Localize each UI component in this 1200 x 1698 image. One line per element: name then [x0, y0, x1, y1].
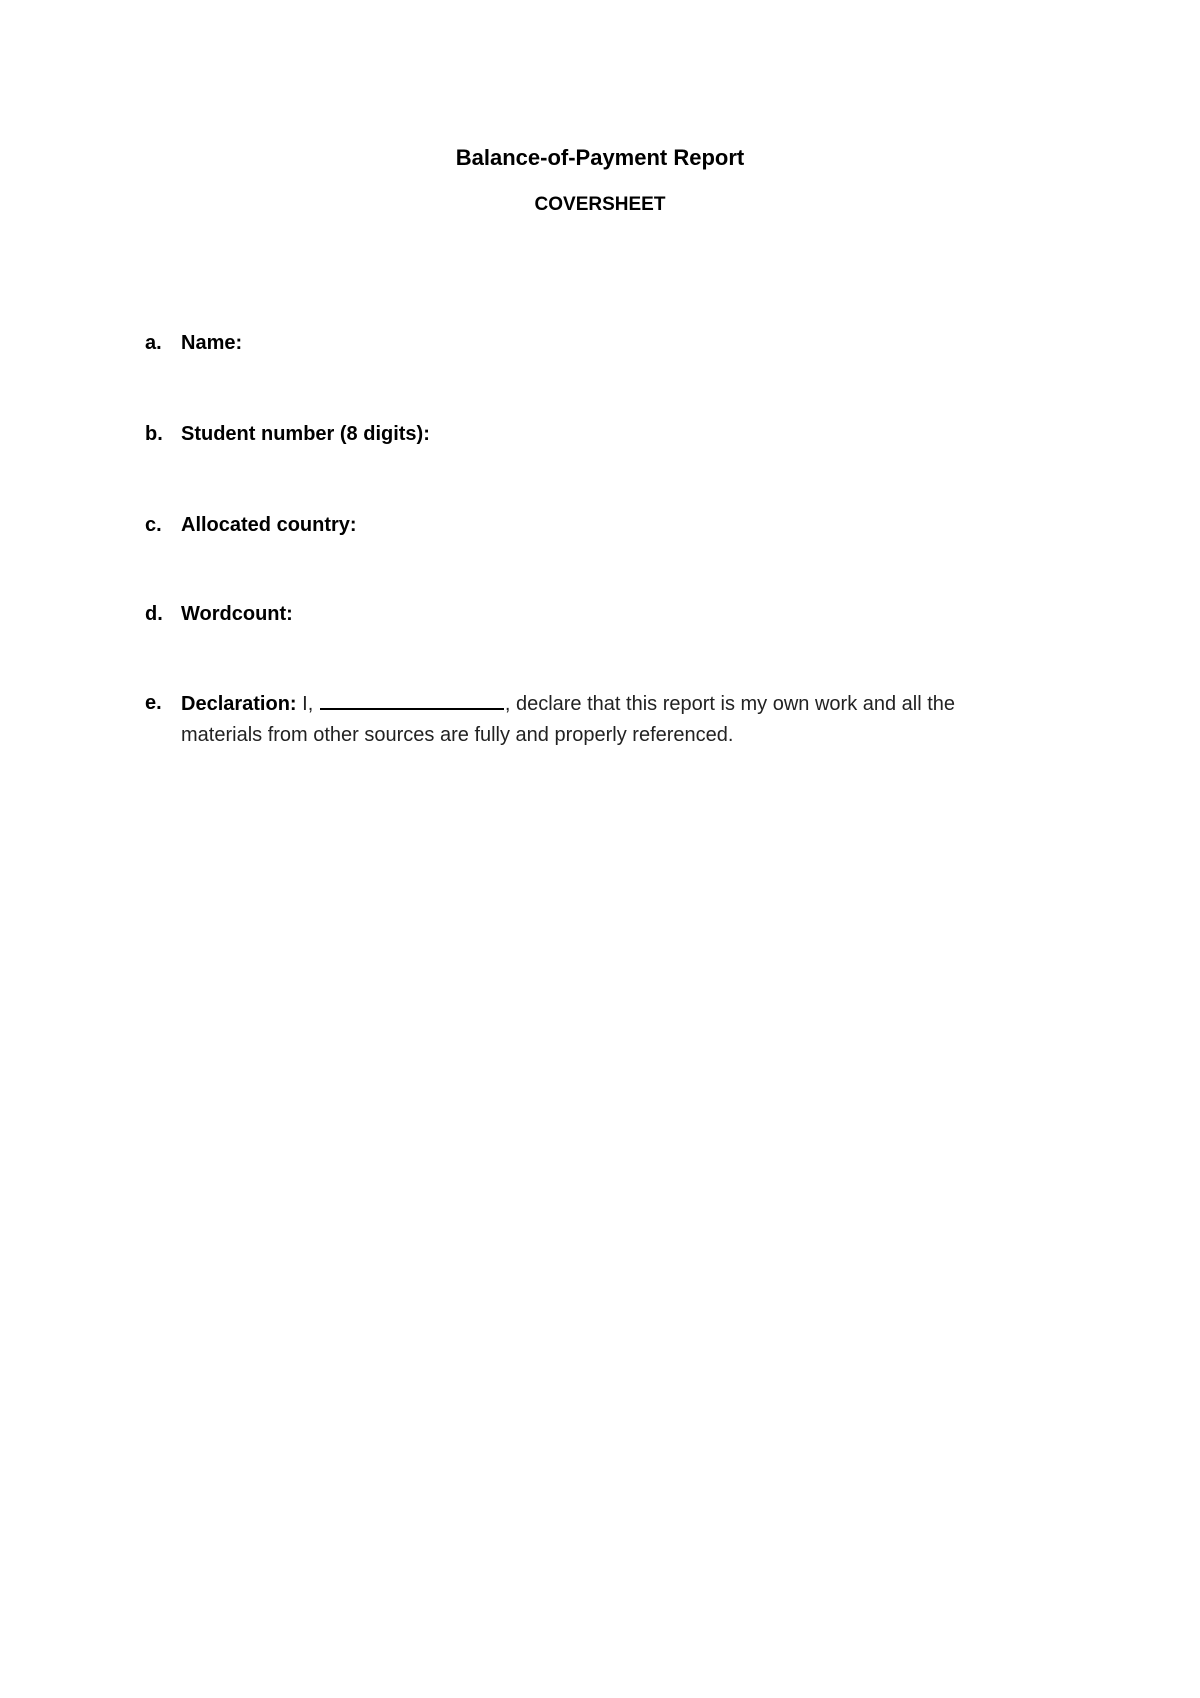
field-label: Wordcount: — [181, 603, 293, 625]
document-subtitle: COVERSHEET — [534, 194, 666, 215]
name-blank-line — [320, 688, 504, 710]
declaration-text-before: I, — [302, 693, 314, 715]
document-title: Balance-of-Payment Report — [455, 145, 745, 170]
field-label: Name: — [181, 332, 243, 354]
declaration-text-after: , declare that this report is my own work and all the materials from other sources are fully and properly referenced. — [181, 693, 956, 746]
field-marker: d. — [145, 603, 163, 625]
field-label: Allocated country: — [181, 514, 357, 536]
field-marker: c. — [145, 514, 162, 536]
field-label: Declaration: — [181, 693, 297, 715]
field-marker: e. — [145, 692, 162, 714]
field-label: Student number (8 digits): — [181, 423, 430, 445]
field-marker: b. — [145, 423, 163, 445]
field-marker: a. — [145, 332, 162, 354]
